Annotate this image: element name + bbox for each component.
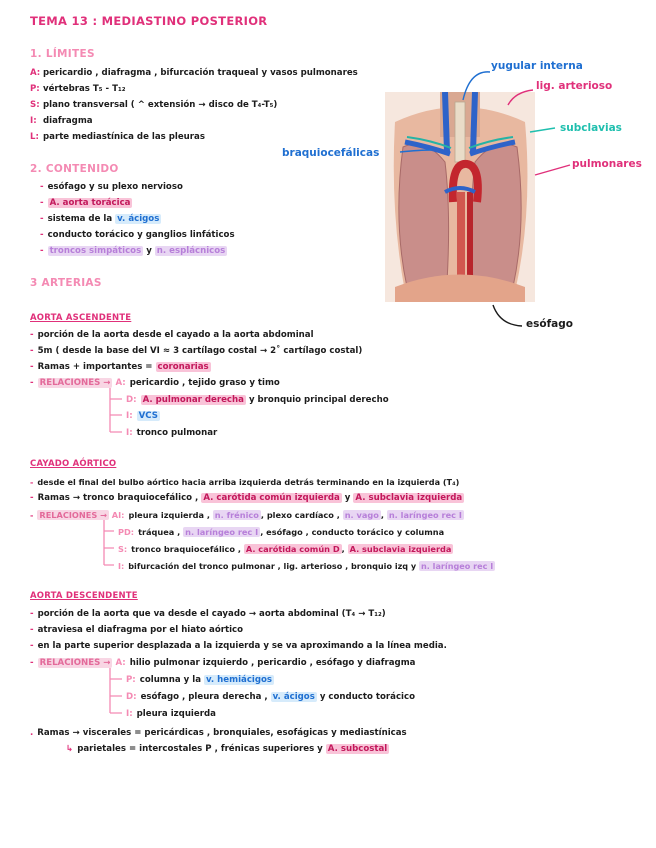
descendente-relaciones: - RELACIONES → A: hilio pulmonar izquierdo , pericardio , esófago y diafragma <box>30 658 416 668</box>
relacion-highlight: v. ácigos <box>272 692 315 702</box>
relacion-highlight: n. frénico <box>214 510 259 520</box>
relacion-text: esófago , pleura derecha , <box>140 692 268 702</box>
relacion-highlight: v. hemiácigos <box>206 675 273 685</box>
contenido-item: - sistema de la v. ácigos <box>40 214 160 224</box>
contenido-item: - conducto torácico y ganglios linfáticos <box>40 230 235 240</box>
label-pulmonares: pulmonares <box>572 158 642 170</box>
relacion-key: A: <box>115 658 126 668</box>
cayado-highlight: A. carótida común izquierda <box>203 493 340 503</box>
limite-text: plano transversal ( ^ extensión → disco de T₄-T₅) <box>43 100 278 110</box>
cayado-text: Ramas → tronco braquiocefálico , <box>37 493 199 503</box>
relacion-text: pleura izquierda , <box>128 510 210 520</box>
relacion-key: D: <box>126 692 137 702</box>
relacion-highlight: n. vago <box>344 510 379 520</box>
relaciones-label: RELACIONES → <box>39 510 107 520</box>
relacion-text: bifurcación del tronco pulmonar , lig. arterioso , bronquio izq y <box>128 561 417 571</box>
ascendente-relaciones: - RELACIONES → A: pericardio , tejido graso y timo <box>30 378 280 388</box>
contenido-text: conducto torácico y ganglios linfáticos <box>47 230 235 240</box>
arrow-pulmonares <box>535 165 570 175</box>
limite-text: vértebras T₅ - T₁₂ <box>43 84 126 94</box>
cayado-relaciones: - RELACIONES → AI: pleura izquierda , n. frénico , plexo cardíaco , n. vago , n. laríngeo rec I <box>30 510 462 520</box>
relacion-text: , esófago , conducto torácico y columna <box>260 527 445 537</box>
arrow-braquio <box>400 150 432 152</box>
label-ligamento: lig. arterioso <box>536 80 613 92</box>
descendente-item: - en la parte superior desplazada a la izquierda y se va aproximando a la línea media. <box>30 641 447 651</box>
ramas-text: parietales = intercostales P , frénicas superiores y <box>77 744 323 754</box>
cayado-item: - Ramas → tronco braquiocefálico , A. carótida común izquierda y A. subclavia izquierda <box>30 493 463 503</box>
ascendente-highlight: coronarias <box>157 362 209 372</box>
contenido-text: esófago y su plexo nervioso <box>47 182 183 192</box>
cayado-text: y <box>344 493 351 503</box>
ramas-highlight: A. subcostal <box>327 744 388 754</box>
arrow-ligamento <box>508 90 533 105</box>
cayado-aortico-heading: CAYADO AÓRTICO <box>30 459 117 469</box>
arrow-yugular <box>463 72 490 100</box>
cayado-item: - desde el final del bulbo aórtico hacia arriba izquierda detrás terminando en la izquierda (T₄) <box>30 477 460 487</box>
relacion-text: y bronquio principal derecho <box>248 395 389 405</box>
relacion-text: , <box>341 544 345 554</box>
relacion-highlight: VCS <box>138 411 158 421</box>
page-title: TEMA 13 : MEDIASTINO POSTERIOR <box>30 14 268 28</box>
limite-key: L: <box>30 132 39 142</box>
descendente-item: - atraviesa el diafragma por el hiato aórtico <box>30 625 244 635</box>
contenido-highlight: v. ácigos <box>117 214 160 224</box>
relacion-highlight: A. subclavia izquierda <box>349 544 452 554</box>
limite-key: P: <box>30 84 40 94</box>
section-arterias-heading: 3 ARTERIAS <box>30 277 102 289</box>
relacion-text: y conducto torácico <box>319 692 415 702</box>
relacion-key: PD: <box>118 527 135 537</box>
relacion-highlight: n. laríngeo rec I <box>185 527 259 537</box>
arrow-esofago <box>493 305 522 326</box>
relacion-text: , plexo cardíaco , <box>260 510 340 520</box>
relacion-text: tronco braquiocefálico , <box>131 544 241 554</box>
contenido-item: - troncos simpáticos y n. esplácnicos <box>40 246 226 256</box>
aorta-ascendente-heading: AORTA ASCENDENTE <box>30 313 132 323</box>
relacion-text: tronco pulmonar <box>136 428 218 438</box>
limite-key: I: <box>30 116 37 126</box>
aorta-descendente-heading: AORTA DESCENDENTE <box>30 591 138 601</box>
ascendente-item: - 5m ( desde la base del VI ≈ 3 cartílago costal → 2˚ cartílago costal) <box>30 346 363 356</box>
relacion-text: columna y la <box>139 675 202 685</box>
descendente-item: - porción de la aorta que va desde el cayado → aorta abdominal (T₄ → T₁₂) <box>30 609 386 619</box>
label-esofago: esófago <box>526 318 573 330</box>
limite-text: parte mediastínica de las pleuras <box>43 132 205 142</box>
relacion-key: D: <box>126 395 137 405</box>
relacion-highlight: A. carótida común D <box>245 544 340 554</box>
contenido-highlight: A. aorta torácica <box>49 198 131 208</box>
limite-text: pericardio , diafragma , bifurcación traqueal y vasos pulmonares <box>43 68 358 78</box>
relacion-text: tráquea , <box>138 527 181 537</box>
relacion-key: I: <box>126 428 133 438</box>
relaciones-label: RELACIONES → <box>39 378 111 388</box>
contenido-item: - A. aorta torácica <box>40 198 131 208</box>
relacion-key: A: <box>115 378 126 388</box>
relacion-text: hilio pulmonar izquierdo , pericardio , esófago y diafragma <box>129 658 416 668</box>
relacion-key: S: <box>118 544 128 554</box>
descendente-text: porción de la aorta que va desde el cayado → aorta abdominal (T₄ → T₁₂) <box>37 609 386 619</box>
cayado-text: desde el final del bulbo aórtico hacia arriba izquierda detrás terminando en la izquierda (T₄) <box>37 477 460 487</box>
ascendente-item: - porción de la aorta desde el cayado a la aorta abdominal <box>30 330 314 340</box>
descendente-text: en la parte superior desplazada a la izquierda y se va aproximando a la línea media. <box>37 641 447 651</box>
ascendente-text: porción de la aorta desde el cayado a la aorta abdominal <box>37 330 314 340</box>
relacion-text: pericardio , tejido graso y timo <box>129 378 280 388</box>
relacion-text: pleura izquierda <box>136 709 216 719</box>
contenido-highlight: troncos simpáticos <box>49 246 142 256</box>
label-braquiocefalicas: braquiocefálicas <box>282 147 380 159</box>
section-limites-heading: 1. LÍMITES <box>30 48 95 60</box>
contenido-highlight: n. esplácnicos <box>156 246 226 256</box>
contenido-text: sistema de la <box>47 214 113 224</box>
contenido-text: y <box>146 246 152 256</box>
limite-text: diafragma <box>43 116 93 126</box>
contenido-item: - esófago y su plexo nervioso <box>40 182 183 192</box>
relacion-highlight: n. laríngeo rec I <box>421 561 494 571</box>
descendente-ramas: . Ramas → viscerales = pericárdicas , bronquiales, esofágicas y mediastínicas <box>30 728 407 738</box>
label-subclavias: subclavias <box>560 122 622 134</box>
relacion-key: P: <box>126 675 136 685</box>
ascendente-item: - Ramas + importantes = coronarias <box>30 362 209 372</box>
ascendente-text: Ramas + importantes = <box>37 362 153 372</box>
label-yugular: yugular interna <box>491 60 583 72</box>
relacion-key: I: <box>126 411 133 421</box>
relacion-key: AI: <box>111 510 125 520</box>
relacion-highlight: A. pulmonar derecha <box>142 395 244 405</box>
section-contenido-heading: 2. CONTENIDO <box>30 163 119 175</box>
cayado-highlight: A. subclavia izquierda <box>355 493 463 503</box>
relacion-key: I: <box>126 709 133 719</box>
ramas-text: Ramas → viscerales = pericárdicas , bronquiales, esofágicas y mediastínicas <box>37 728 407 738</box>
relaciones-label: RELACIONES → <box>39 658 111 668</box>
ascendente-text: 5m ( desde la base del VI ≈ 3 cartílago costal → 2˚ cartílago costal) <box>37 346 363 356</box>
limite-key: A: <box>30 68 41 78</box>
limite-key: S: <box>30 100 40 110</box>
relacion-text: , <box>380 510 384 520</box>
arrow-subclavias <box>530 128 555 132</box>
relacion-key: I: <box>118 561 125 571</box>
descendente-text: atraviesa el diafragma por el hiato aórtico <box>37 625 244 635</box>
descendente-ramas-parietales: ↳ parietales = intercostales P , frénicas superiores y A. subcostal <box>66 744 388 754</box>
relacion-highlight: n. laríngeo rec I <box>388 510 462 520</box>
